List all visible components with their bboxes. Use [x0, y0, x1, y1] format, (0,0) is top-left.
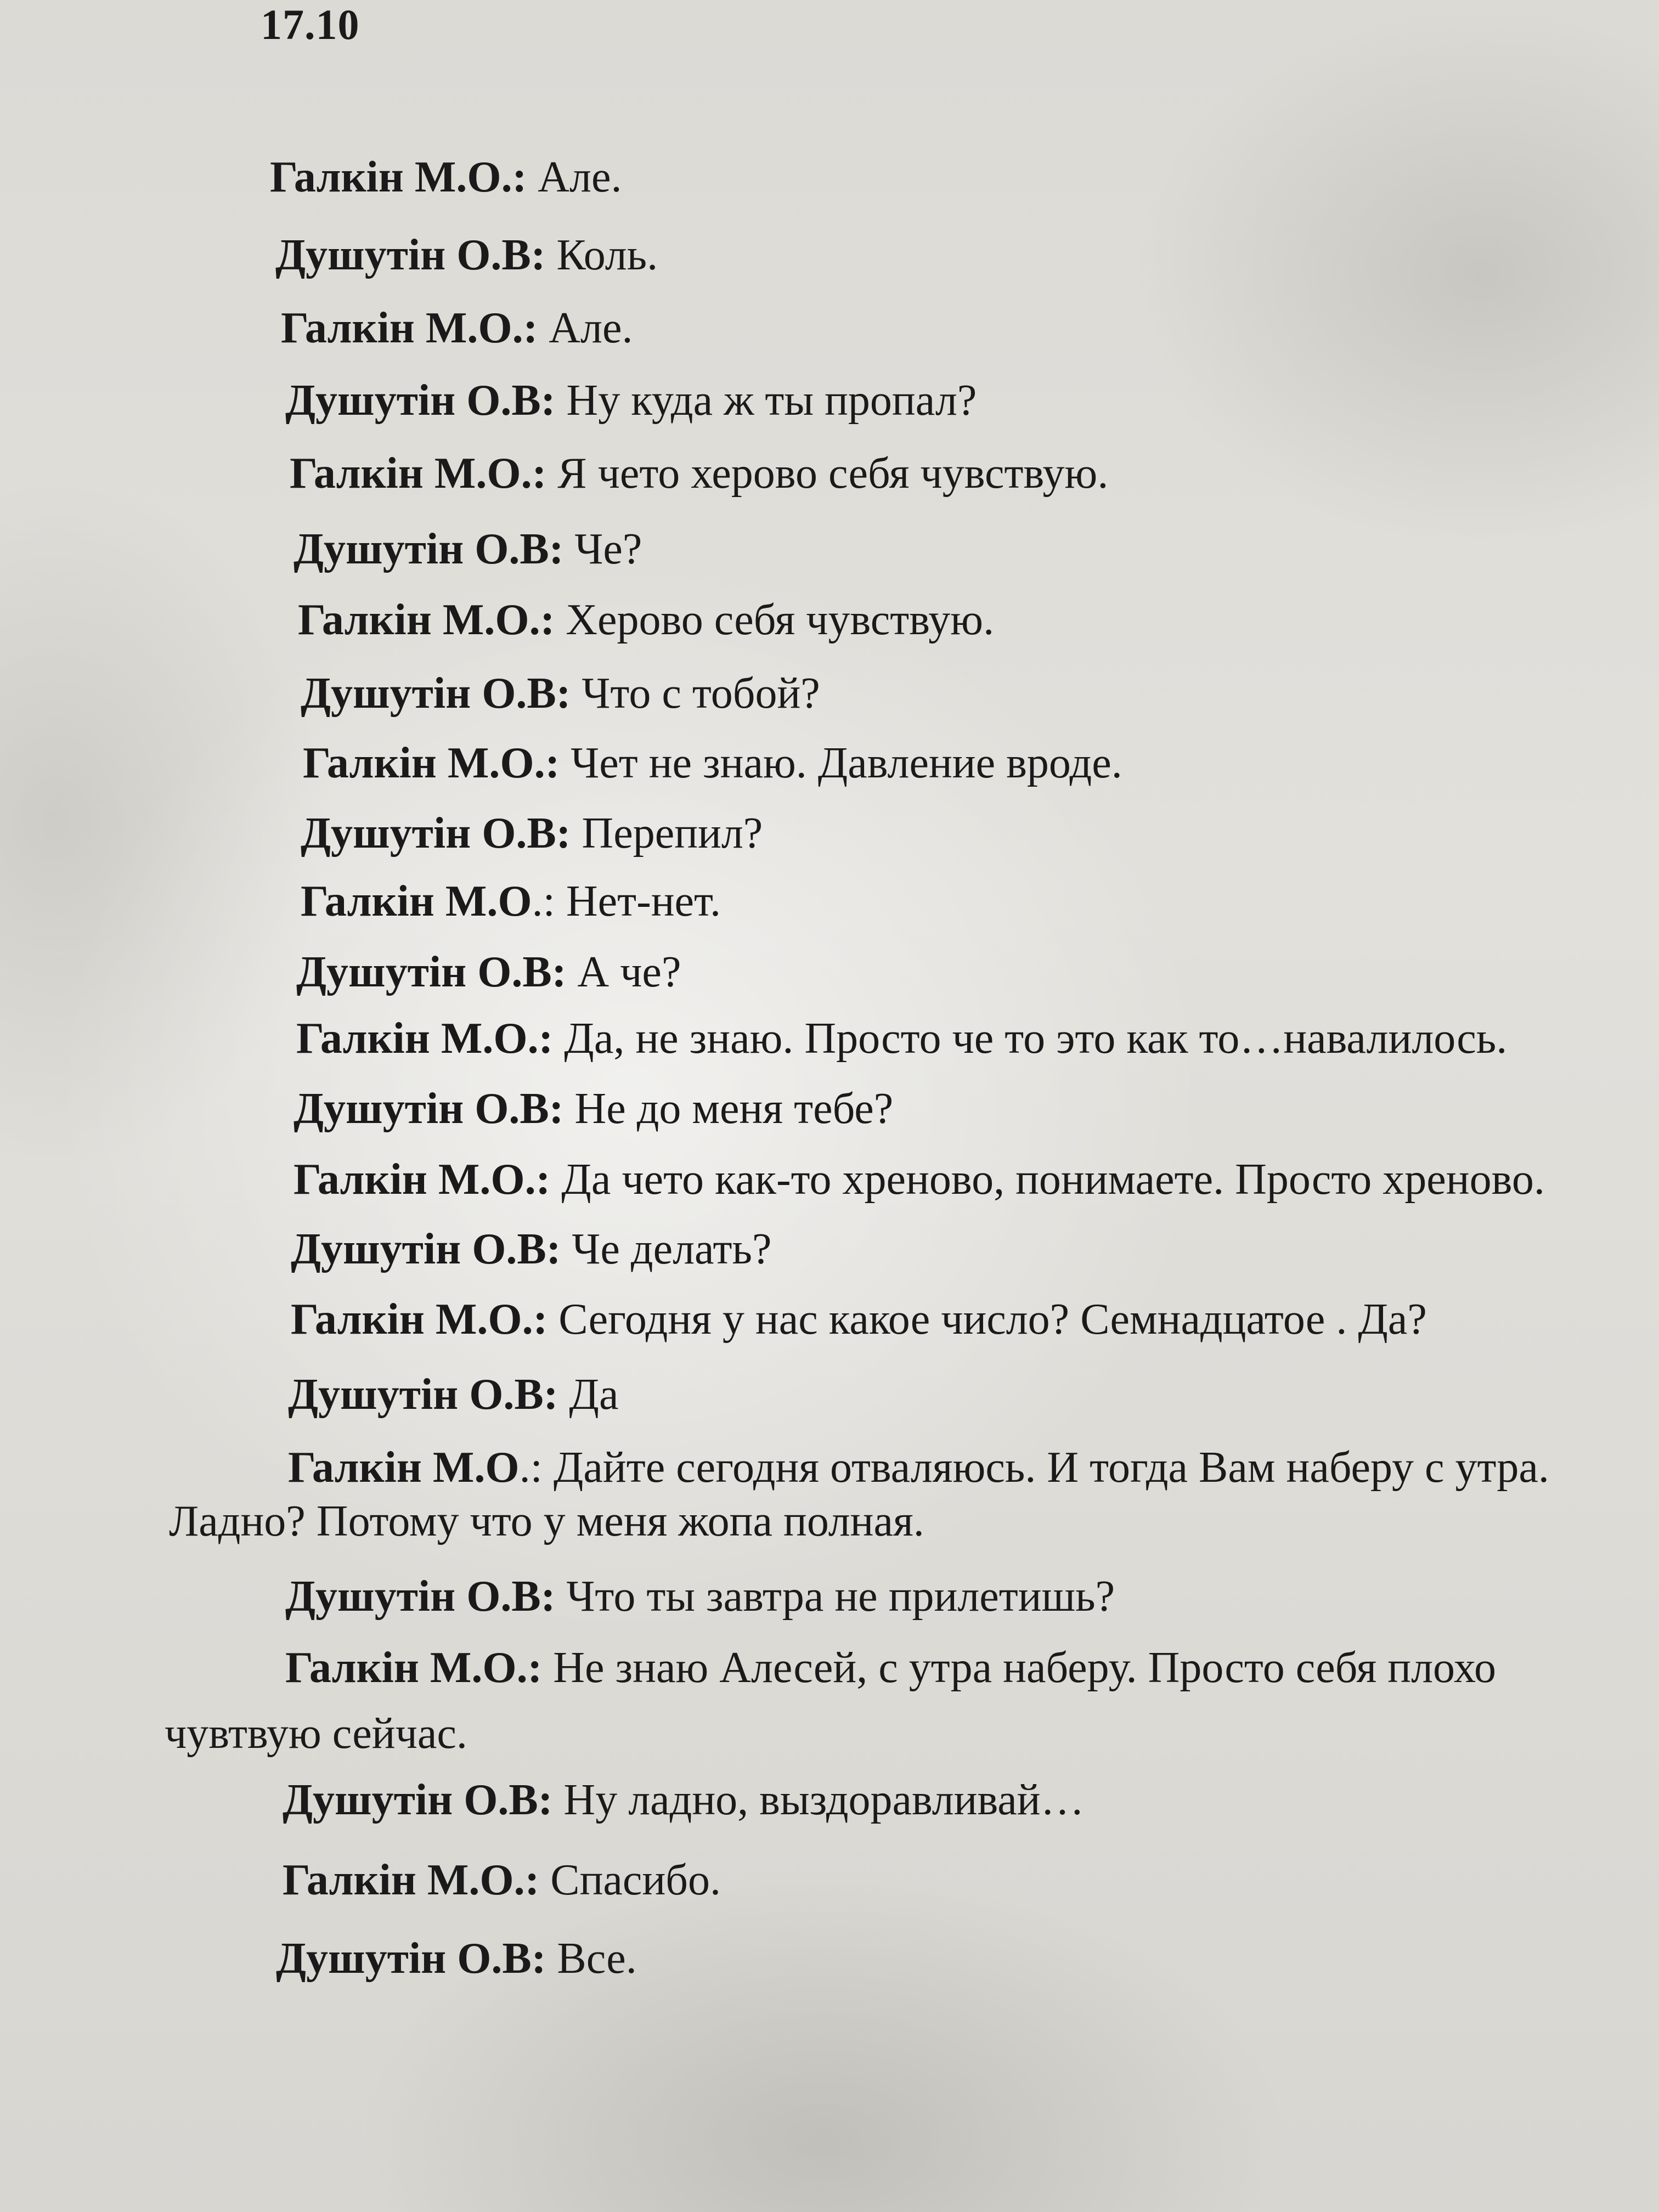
line-text: Херово себя чувствую. [555, 596, 995, 644]
speaker-label: Галкін М.О.: [270, 153, 527, 201]
line-text: Все. [546, 1934, 637, 1983]
transcript-line [283, 1770, 1085, 1830]
document-date: 17.10 [261, 1, 360, 48]
line-text: Ну ладно, выздоравливай… [552, 1776, 1085, 1824]
line-text: Чет не знаю. Давление вроде. [560, 739, 1122, 787]
line-text: Але. [538, 304, 633, 352]
line-text: Че? [563, 525, 642, 573]
transcript-line [283, 1850, 721, 1910]
speaker-label: Душутін О.В: [301, 809, 571, 857]
speaker-label: Галкін М.О.: [281, 304, 538, 352]
line-text: Коль. [545, 231, 658, 279]
transcript-line [291, 1289, 1427, 1350]
line-text: Да, не знаю. Просто че то это как то…навалилось. [553, 1014, 1508, 1063]
speaker-label: Галкін М.О.: [298, 596, 555, 644]
line-text: Да чето как-то хреново, понимаете. Просто хреново. [550, 1155, 1545, 1204]
speaker-label: Галкін М.О.: [290, 449, 547, 498]
transcript-line [301, 871, 721, 932]
transcript-line [296, 1008, 1507, 1069]
transcript-line [301, 663, 820, 724]
speaker-label: Галкін М.О.: [294, 1155, 551, 1204]
speaker-label: Душутін О.В: [291, 1225, 561, 1273]
transcript-line [285, 1638, 1496, 1698]
transcript-line [294, 1149, 1545, 1210]
line-text: Я чето херово себя чувствую. [546, 449, 1109, 498]
line-text: Перепил? [571, 809, 763, 857]
speaker-label: Душутін О.В: [288, 1370, 558, 1419]
speaker-label: Галкін М.О.: [283, 1856, 540, 1904]
line-text: Але. [527, 153, 622, 201]
transcript-line [294, 519, 642, 579]
speaker-label: Душутін О.В: [283, 1776, 553, 1824]
transcript-continuation: чувтвую сейчас. [165, 1709, 467, 1758]
transcript-line [288, 1364, 619, 1425]
transcript-line [288, 1437, 1549, 1498]
line-text: Что ты завтра не прилетишь? [555, 1572, 1115, 1621]
transcript-line [303, 733, 1122, 793]
line-text: .: Дайте сегодня отваляюсь. И тогда Вам наберу с утра. [519, 1443, 1549, 1492]
line-text: Че делать? [561, 1225, 772, 1273]
line-text: Ну куда ж ты пропал? [555, 376, 977, 425]
transcript-line [276, 1928, 637, 1989]
speaker-label: Галкін М.О.: [303, 739, 560, 787]
line-text: Не знаю Алесей, с утра наберу. Просто себя плохо [542, 1644, 1496, 1692]
speaker-label: Галкін М.О.: [291, 1295, 548, 1344]
transcript-line [290, 443, 1108, 504]
transcript-line [291, 1219, 771, 1279]
speaker-label: Душутін О.В: [294, 525, 564, 573]
line-text: Что с тобой? [571, 669, 820, 718]
line-text: .: Нет-нет. [532, 877, 721, 926]
speaker-label: Душутін О.В: [285, 376, 556, 425]
speaker-label: Галкін М.О.: [296, 1014, 554, 1063]
transcript-line [296, 942, 681, 1002]
speaker-label: Душутін О.В: [276, 1934, 546, 1983]
line-text: Не до меня тебе? [563, 1085, 894, 1133]
speaker-label: Галкін М.О [288, 1443, 520, 1492]
transcript-line [294, 1079, 893, 1139]
transcript-continuation: Ладно? Потому что у меня жопа полная. [169, 1497, 924, 1545]
line-text: Да [558, 1370, 619, 1419]
transcript-line [270, 147, 622, 207]
transcript-line [298, 590, 994, 650]
speaker-label: Душутін О.В: [296, 948, 567, 996]
transcript-line [285, 370, 977, 431]
transcript-line [275, 225, 658, 285]
line-text: Спасибо. [539, 1856, 721, 1904]
line-text: А че? [566, 948, 681, 996]
speaker-label: Галкін М.О [301, 877, 532, 926]
transcript-line [285, 1566, 1115, 1627]
speaker-label: Галкін М.О.: [285, 1644, 543, 1692]
speaker-label: Душутін О.В: [294, 1085, 564, 1133]
line-text: Сегодня у нас какое число? Семнадцатое . Да? [548, 1295, 1427, 1344]
speaker-label: Душутін О.В: [285, 1572, 556, 1621]
transcript-line [281, 298, 633, 358]
speaker-label: Душутін О.В: [301, 669, 571, 718]
transcript-line [301, 803, 763, 864]
speaker-label: Душутін О.В: [275, 231, 546, 279]
